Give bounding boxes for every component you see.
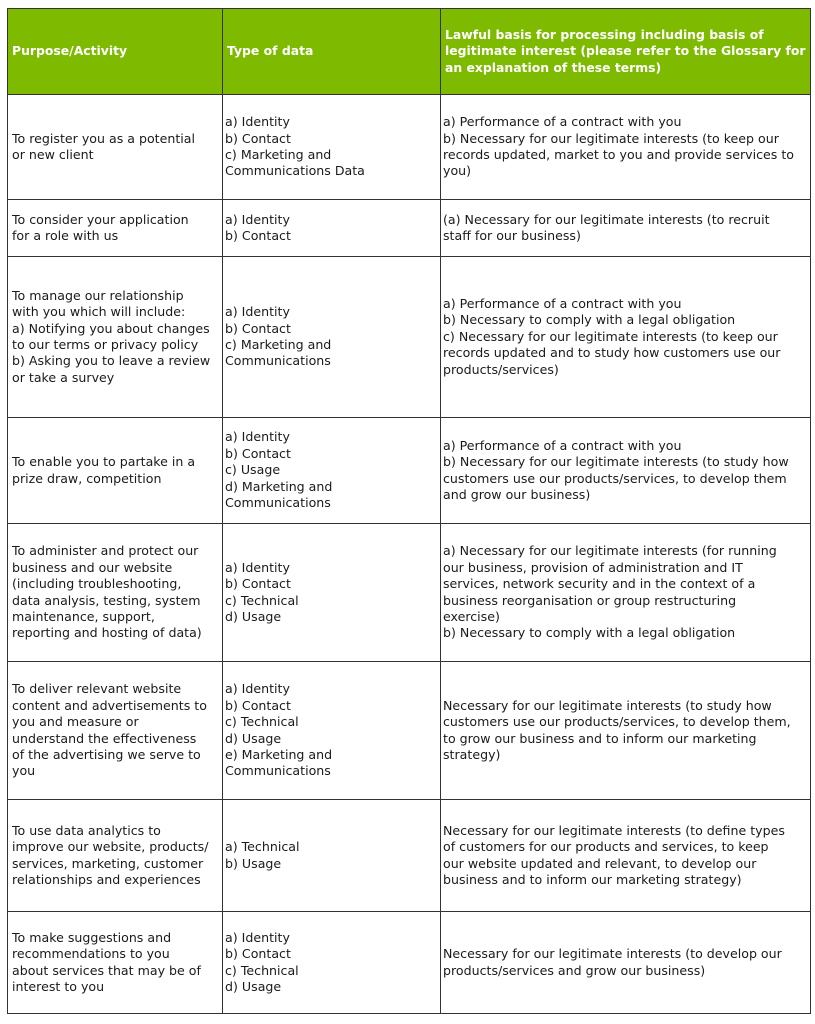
- cell-text-line: a) Identity: [225, 114, 290, 130]
- cell-text-line: exercise): [443, 608, 500, 624]
- cell-text-line: services, network security and in the context of a: [443, 576, 756, 592]
- cell-text-line: products/services and grow our business): [443, 962, 706, 978]
- cell-text-line: Communications: [225, 763, 331, 779]
- cell-text-line: c) Technical: [225, 714, 299, 730]
- cell-text-line: e) Marketing and: [225, 746, 333, 762]
- cell-text-line: you: [12, 763, 36, 779]
- cell-text-line: a) Identity: [225, 681, 290, 697]
- cell-text-line: of customers for our products and services, to keep: [443, 839, 769, 855]
- cell-text-line: To administer and protect our: [12, 543, 199, 559]
- cell-text-line: a) Technical: [225, 839, 300, 855]
- cell-text-line: d) Usage: [225, 608, 282, 624]
- cell-purpose: [8, 418, 223, 524]
- cell-purpose: [8, 524, 223, 662]
- table-row: [8, 524, 811, 662]
- cell-text-line: a) Notifying you about changes: [12, 320, 210, 336]
- cell-text-line: records updated and to study how customers use our: [443, 345, 781, 361]
- cell-text-line: c) Technical: [225, 962, 299, 978]
- table-row: [8, 95, 811, 200]
- cell-text-line: our website updated and relevant, to develop our: [443, 855, 757, 871]
- cell-text-line: b) Usage: [225, 855, 282, 871]
- cell-purpose: [8, 800, 223, 912]
- cell-purpose: [8, 257, 223, 418]
- cell-data-types: [223, 200, 441, 257]
- cell-text-line: customers use our products/services, to develop them,: [443, 714, 791, 730]
- cell-lawful-basis: [441, 800, 811, 912]
- cell-text-line: business reorganisation or group restructuring: [443, 592, 737, 608]
- cell-text-line: customers use our products/services, to develop them: [443, 470, 787, 486]
- cell-text-line: business and our website: [12, 559, 173, 575]
- cell-lawful-basis: [441, 524, 811, 662]
- cell-text-line: and grow our business): [443, 486, 591, 502]
- cell-text-line: b) Contact: [225, 445, 291, 461]
- cell-text-line: b) Necessary to comply with a legal obligation: [443, 625, 736, 641]
- cell-text-line: about services that may be of: [12, 962, 201, 978]
- data-processing-table: [7, 8, 811, 1014]
- cell-text-line: To manage our relationship: [12, 287, 184, 303]
- cell-text-line: To enable you to partake in a: [12, 454, 196, 470]
- cell-text-line: b) Contact: [225, 320, 291, 336]
- cell-text-line: a) Identity: [225, 429, 290, 445]
- header-lawful-basis: Lawful basis for processing including basis of legitimate interest (please refer to the Glossary for an explanation of these terms): [441, 9, 811, 95]
- cell-text-line: recommendations to you: [12, 946, 170, 962]
- cell-text-line: a) Performance of a contract with you: [443, 114, 682, 130]
- cell-data-types: [223, 800, 441, 912]
- cell-text-line: Necessary for our legitimate interests (to study how: [443, 697, 772, 713]
- cell-text-line: understand the effectiveness: [12, 730, 197, 746]
- cell-text-line: a) Identity: [225, 304, 290, 320]
- cell-lawful-basis: [441, 257, 811, 418]
- cell-text-line: you): [443, 163, 472, 179]
- cell-text-line: (a) Necessary for our legitimate interests (to recruit: [443, 211, 770, 227]
- cell-text-line: our business, provision of administration and IT: [443, 559, 743, 575]
- cell-text-line: services, marketing, customer: [12, 855, 204, 871]
- cell-data-types: [223, 418, 441, 524]
- table-row: [8, 418, 811, 524]
- cell-lawful-basis: [441, 95, 811, 200]
- cell-purpose: [8, 912, 223, 1014]
- cell-text-line: a) Identity: [225, 211, 290, 227]
- cell-text-line: b) Contact: [225, 130, 291, 146]
- table-row: [8, 257, 811, 418]
- cell-text-line: prize draw, competition: [12, 470, 162, 486]
- cell-text-line: b) Necessary to comply with a legal obligation: [443, 312, 736, 328]
- cell-text-line: d) Usage: [225, 978, 282, 994]
- cell-data-types: [223, 662, 441, 800]
- cell-text-line: c) Marketing and: [225, 337, 332, 352]
- cell-text-line: c) Marketing and: [225, 147, 332, 162]
- cell-text-line: d) Usage: [225, 730, 282, 746]
- cell-text-line: a) Necessary for our legitimate interests (for running: [443, 543, 777, 559]
- cell-text-line: To use data analytics to: [12, 822, 161, 838]
- cell-text-line: for a role with us: [12, 228, 119, 243]
- cell-lawful-basis: [441, 912, 811, 1014]
- cell-text-line: with you which will include:: [12, 304, 186, 320]
- cell-text-line: c) Technical: [225, 592, 299, 608]
- cell-text-line: Necessary for our legitimate interests (to develop our: [443, 946, 782, 962]
- cell-text-line: data analysis, testing, system: [12, 592, 201, 608]
- cell-lawful-basis: [441, 200, 811, 257]
- cell-data-types: [223, 257, 441, 418]
- cell-text-line: or take a survey: [12, 369, 115, 385]
- cell-text-line: b) Contact: [225, 228, 291, 243]
- cell-text-line: records updated, market to you and provide services to: [443, 147, 794, 162]
- cell-text-line: to our terms or privacy policy: [12, 337, 199, 352]
- cell-lawful-basis: [441, 662, 811, 800]
- cell-text-line: To consider your application: [12, 211, 189, 227]
- cell-purpose: [8, 200, 223, 257]
- table-row: [8, 912, 811, 1014]
- cell-text-line: d) Marketing and: [225, 478, 333, 494]
- cell-text-line: Communications Data: [225, 163, 365, 179]
- cell-text-line: or new client: [12, 147, 94, 162]
- cell-text-line: c) Usage: [225, 462, 281, 478]
- cell-text-line: a) Identity: [225, 929, 290, 945]
- cell-text-line: b) Necessary for our legitimate interests (to keep our: [443, 130, 779, 146]
- cell-text-line: to grow our business and to inform our marketing: [443, 730, 757, 746]
- cell-text-line: improve our website, products/: [12, 839, 209, 855]
- cell-text-line: Communications: [225, 495, 331, 511]
- cell-text-line: b) Asking you to leave a review: [12, 353, 211, 369]
- cell-text-line: To register you as a potential: [12, 130, 195, 146]
- cell-text-line: content and advertisements to: [12, 697, 207, 713]
- cell-text-line: (including troubleshooting,: [12, 576, 182, 592]
- cell-lawful-basis: [441, 418, 811, 524]
- cell-purpose: [8, 95, 223, 200]
- cell-text-line: To make suggestions and: [12, 929, 172, 945]
- cell-text-line: products/services): [443, 361, 559, 377]
- table-header-row: [8, 9, 811, 95]
- cell-text-line: staff for our business): [443, 228, 581, 243]
- cell-text-line: To deliver relevant website: [12, 681, 182, 697]
- cell-text-line: Necessary for our legitimate interests (to define types: [443, 822, 785, 838]
- cell-text-line: you and measure or: [12, 714, 139, 730]
- cell-text-line: of the advertising we serve to: [12, 746, 201, 762]
- header-purpose-activity: Purpose/Activity: [8, 9, 223, 95]
- table-row: [8, 200, 811, 257]
- cell-data-types: [223, 95, 441, 200]
- cell-data-types: [223, 912, 441, 1014]
- cell-text-line: reporting and hosting of data): [12, 625, 202, 641]
- cell-text-line: b) Contact: [225, 576, 291, 592]
- cell-text-line: b) Contact: [225, 697, 291, 713]
- header-type-of-data: Type of data: [223, 9, 441, 95]
- cell-text-line: business and to inform our marketing strategy): [443, 871, 742, 887]
- cell-text-line: b) Contact: [225, 946, 291, 962]
- cell-data-types: [223, 524, 441, 662]
- cell-text-line: c) Necessary for our legitimate interests (to keep our: [443, 328, 778, 344]
- table-body: [8, 95, 811, 1014]
- cell-text-line: Communications: [225, 353, 331, 369]
- cell-text-line: b) Necessary for our legitimate interests (to study how: [443, 454, 789, 470]
- cell-text-line: a) Identity: [225, 559, 290, 575]
- cell-text-line: relationships and experiences: [12, 871, 201, 887]
- cell-text-line: a) Performance of a contract with you: [443, 437, 682, 453]
- cell-text-line: strategy): [443, 746, 501, 762]
- cell-text-line: a) Performance of a contract with you: [443, 295, 682, 311]
- cell-purpose: [8, 662, 223, 800]
- cell-text-line: maintenance, support,: [12, 608, 155, 624]
- table-row: [8, 662, 811, 800]
- cell-text-line: interest to you: [12, 978, 105, 994]
- table-row: [8, 800, 811, 912]
